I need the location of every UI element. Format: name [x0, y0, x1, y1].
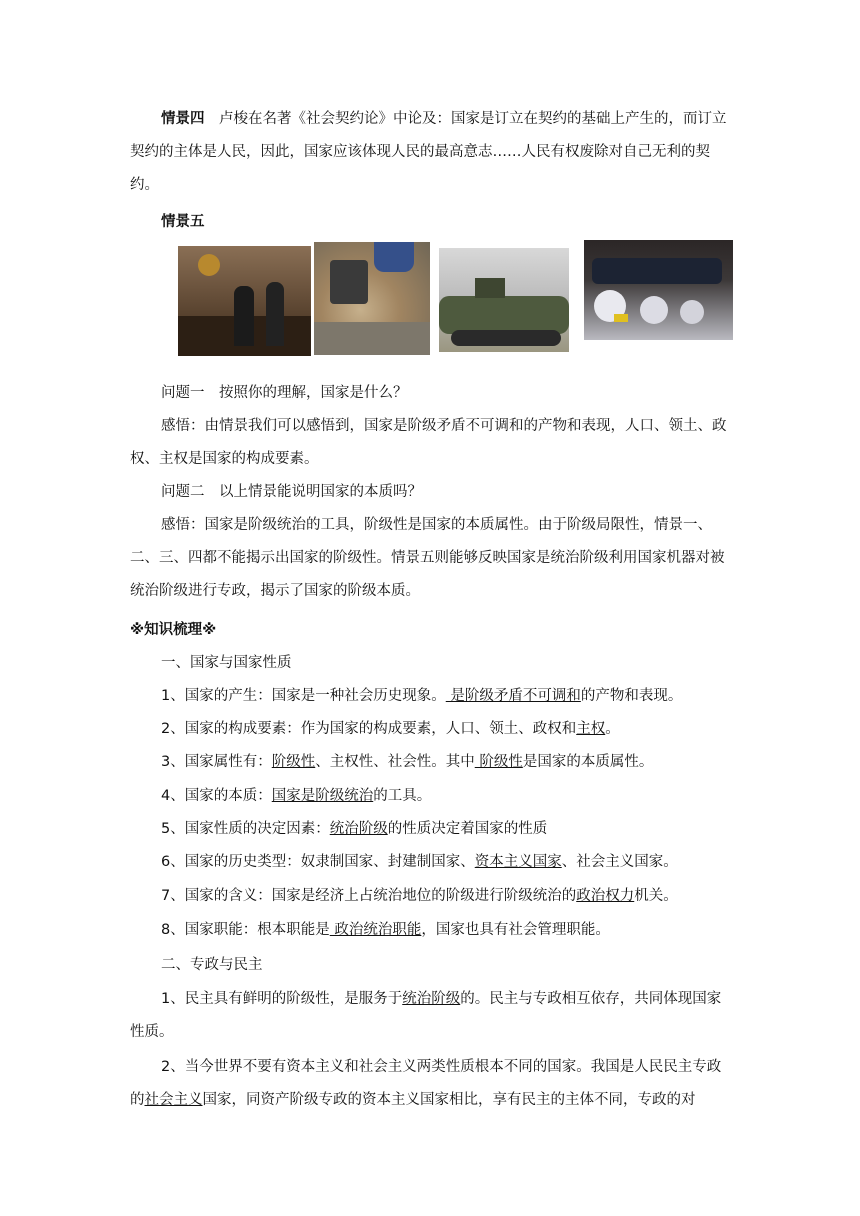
section1-heading: 一、国家与国家性质 — [161, 655, 292, 671]
knowledge-title: ※知识梳理※ — [130, 622, 217, 638]
police-motorcycles-photo — [584, 240, 733, 340]
item6-underlined: 资本主义国家 — [474, 854, 562, 870]
scene4-text: 卢梭在名著《社会契约论》中论及：国家是订立在契约的基础上产生的，而订立契约的主体是人民，因此，国家应该体现人民的最高意志……人民有权废除对自己无利的契约。 — [130, 111, 727, 193]
answer1: 感悟：由情景我们可以感悟到，国家是阶级矛盾不可调和的产物和表现，人口、领土、政权、主权是国家的构成要素。 — [130, 418, 727, 467]
armored-vehicles-photo — [439, 248, 569, 352]
ditem2-text: 2、当今世界不要有资本主义和社会主义两类性质根本不同的国家。我国是人民民主专政的 — [130, 1059, 722, 1108]
item1-underlined: 是阶级矛盾不可调和 — [445, 688, 581, 704]
knowledge-item-1 — [130, 680, 730, 713]
item6-text-end: 、社会主义国家。 — [561, 854, 678, 870]
knowledge-item-4 — [130, 780, 730, 813]
ditem2-underlined: 社会主义 — [144, 1092, 203, 1108]
item8-text: 8、国家职能：根本职能是 — [161, 922, 330, 938]
item5-text: 5、国家性质的决定因素： — [161, 821, 330, 837]
knowledge-item-6 — [130, 846, 730, 879]
item2-underlined: 主权 — [576, 721, 606, 737]
democracy-item-1 — [130, 983, 730, 1049]
knowledge-item-8 — [130, 914, 730, 947]
item8-underlined: 政治统治职能 — [329, 922, 422, 938]
question1: 问题一 按照你的理解，国家是什么？ — [161, 385, 408, 401]
section2-heading: 二、专政与民主 — [161, 957, 263, 973]
item1-text-end: 的产物和表现。 — [580, 688, 683, 704]
item4-text: 4、国家的本质： — [161, 788, 272, 804]
ditem1-text: 1、民主具有鲜明的阶级性，是服务于 — [161, 991, 403, 1007]
democracy-item-2 — [130, 1051, 730, 1117]
knowledge-item-7 — [130, 880, 730, 913]
item5-underlined: 统治阶级 — [329, 821, 388, 837]
knowledge-item-5 — [130, 813, 730, 846]
item6-text: 6、国家的历史类型：奴隶制国家、封建制国家、 — [161, 854, 475, 870]
item3-text-end: 是国家的本质属性。 — [522, 754, 654, 770]
item4-underlined: 国家是阶级统治 — [271, 788, 374, 804]
ditem1-underlined: 统治阶级 — [402, 991, 461, 1007]
ditem1-text-end: 的。民主与专政相互依存，共同体现国家性质。 — [130, 991, 722, 1040]
item3-text-mid: 、主权性、社会性。其中 — [315, 754, 475, 770]
item2-text-end: 。 — [605, 721, 620, 737]
item1-text: 1、国家的产生：国家是一种社会历史现象。 — [161, 688, 446, 704]
ditem2-text-end: 国家，同资产阶级专政的资本主义国家相比，享有民主的主体不同，专政的对 — [202, 1092, 696, 1108]
item3-underlined-2: 阶级性 — [474, 754, 523, 770]
scene5-label: 情景五 — [161, 214, 205, 230]
item2-text: 2、国家的构成要素：作为国家的构成要素，人口、领土、政权和 — [161, 721, 577, 737]
answer2: 感悟：国家是阶级统治的工具，阶级性是国家的本质属性。由于阶级局限性，情景一、二、三、四都不能揭示出国家的阶级性。情景五则能够反映国家是统治阶级利用国家机器对被统治阶级进行专政，揭示了国家的阶级本质。 — [130, 517, 725, 599]
scene4-label: 情景四 — [161, 111, 205, 127]
knowledge-item-2 — [130, 713, 730, 746]
scene5-photos — [178, 240, 733, 360]
knowledge-item-3 — [130, 746, 730, 779]
scene4-paragraph — [130, 103, 730, 202]
item7-text: 7、国家的含义：国家是经济上占统治地位的阶级进行阶级统治的 — [161, 888, 577, 904]
item3-underlined-1: 阶级性 — [271, 754, 316, 770]
item7-text-end: 机关。 — [634, 888, 678, 904]
item4-text-end: 的工具。 — [373, 788, 432, 804]
courtroom-photo — [178, 246, 311, 356]
digging-soil-photo — [314, 242, 430, 355]
item7-underlined: 政治权力 — [576, 888, 635, 904]
question2: 问题二 以上情景能说明国家的本质吗？ — [161, 484, 422, 500]
item8-text-end: ，国家也具有社会管理职能。 — [421, 922, 610, 938]
item5-text-end: 的性质决定着国家的性质 — [387, 821, 548, 837]
item3-text: 3、国家属性有： — [161, 754, 272, 770]
